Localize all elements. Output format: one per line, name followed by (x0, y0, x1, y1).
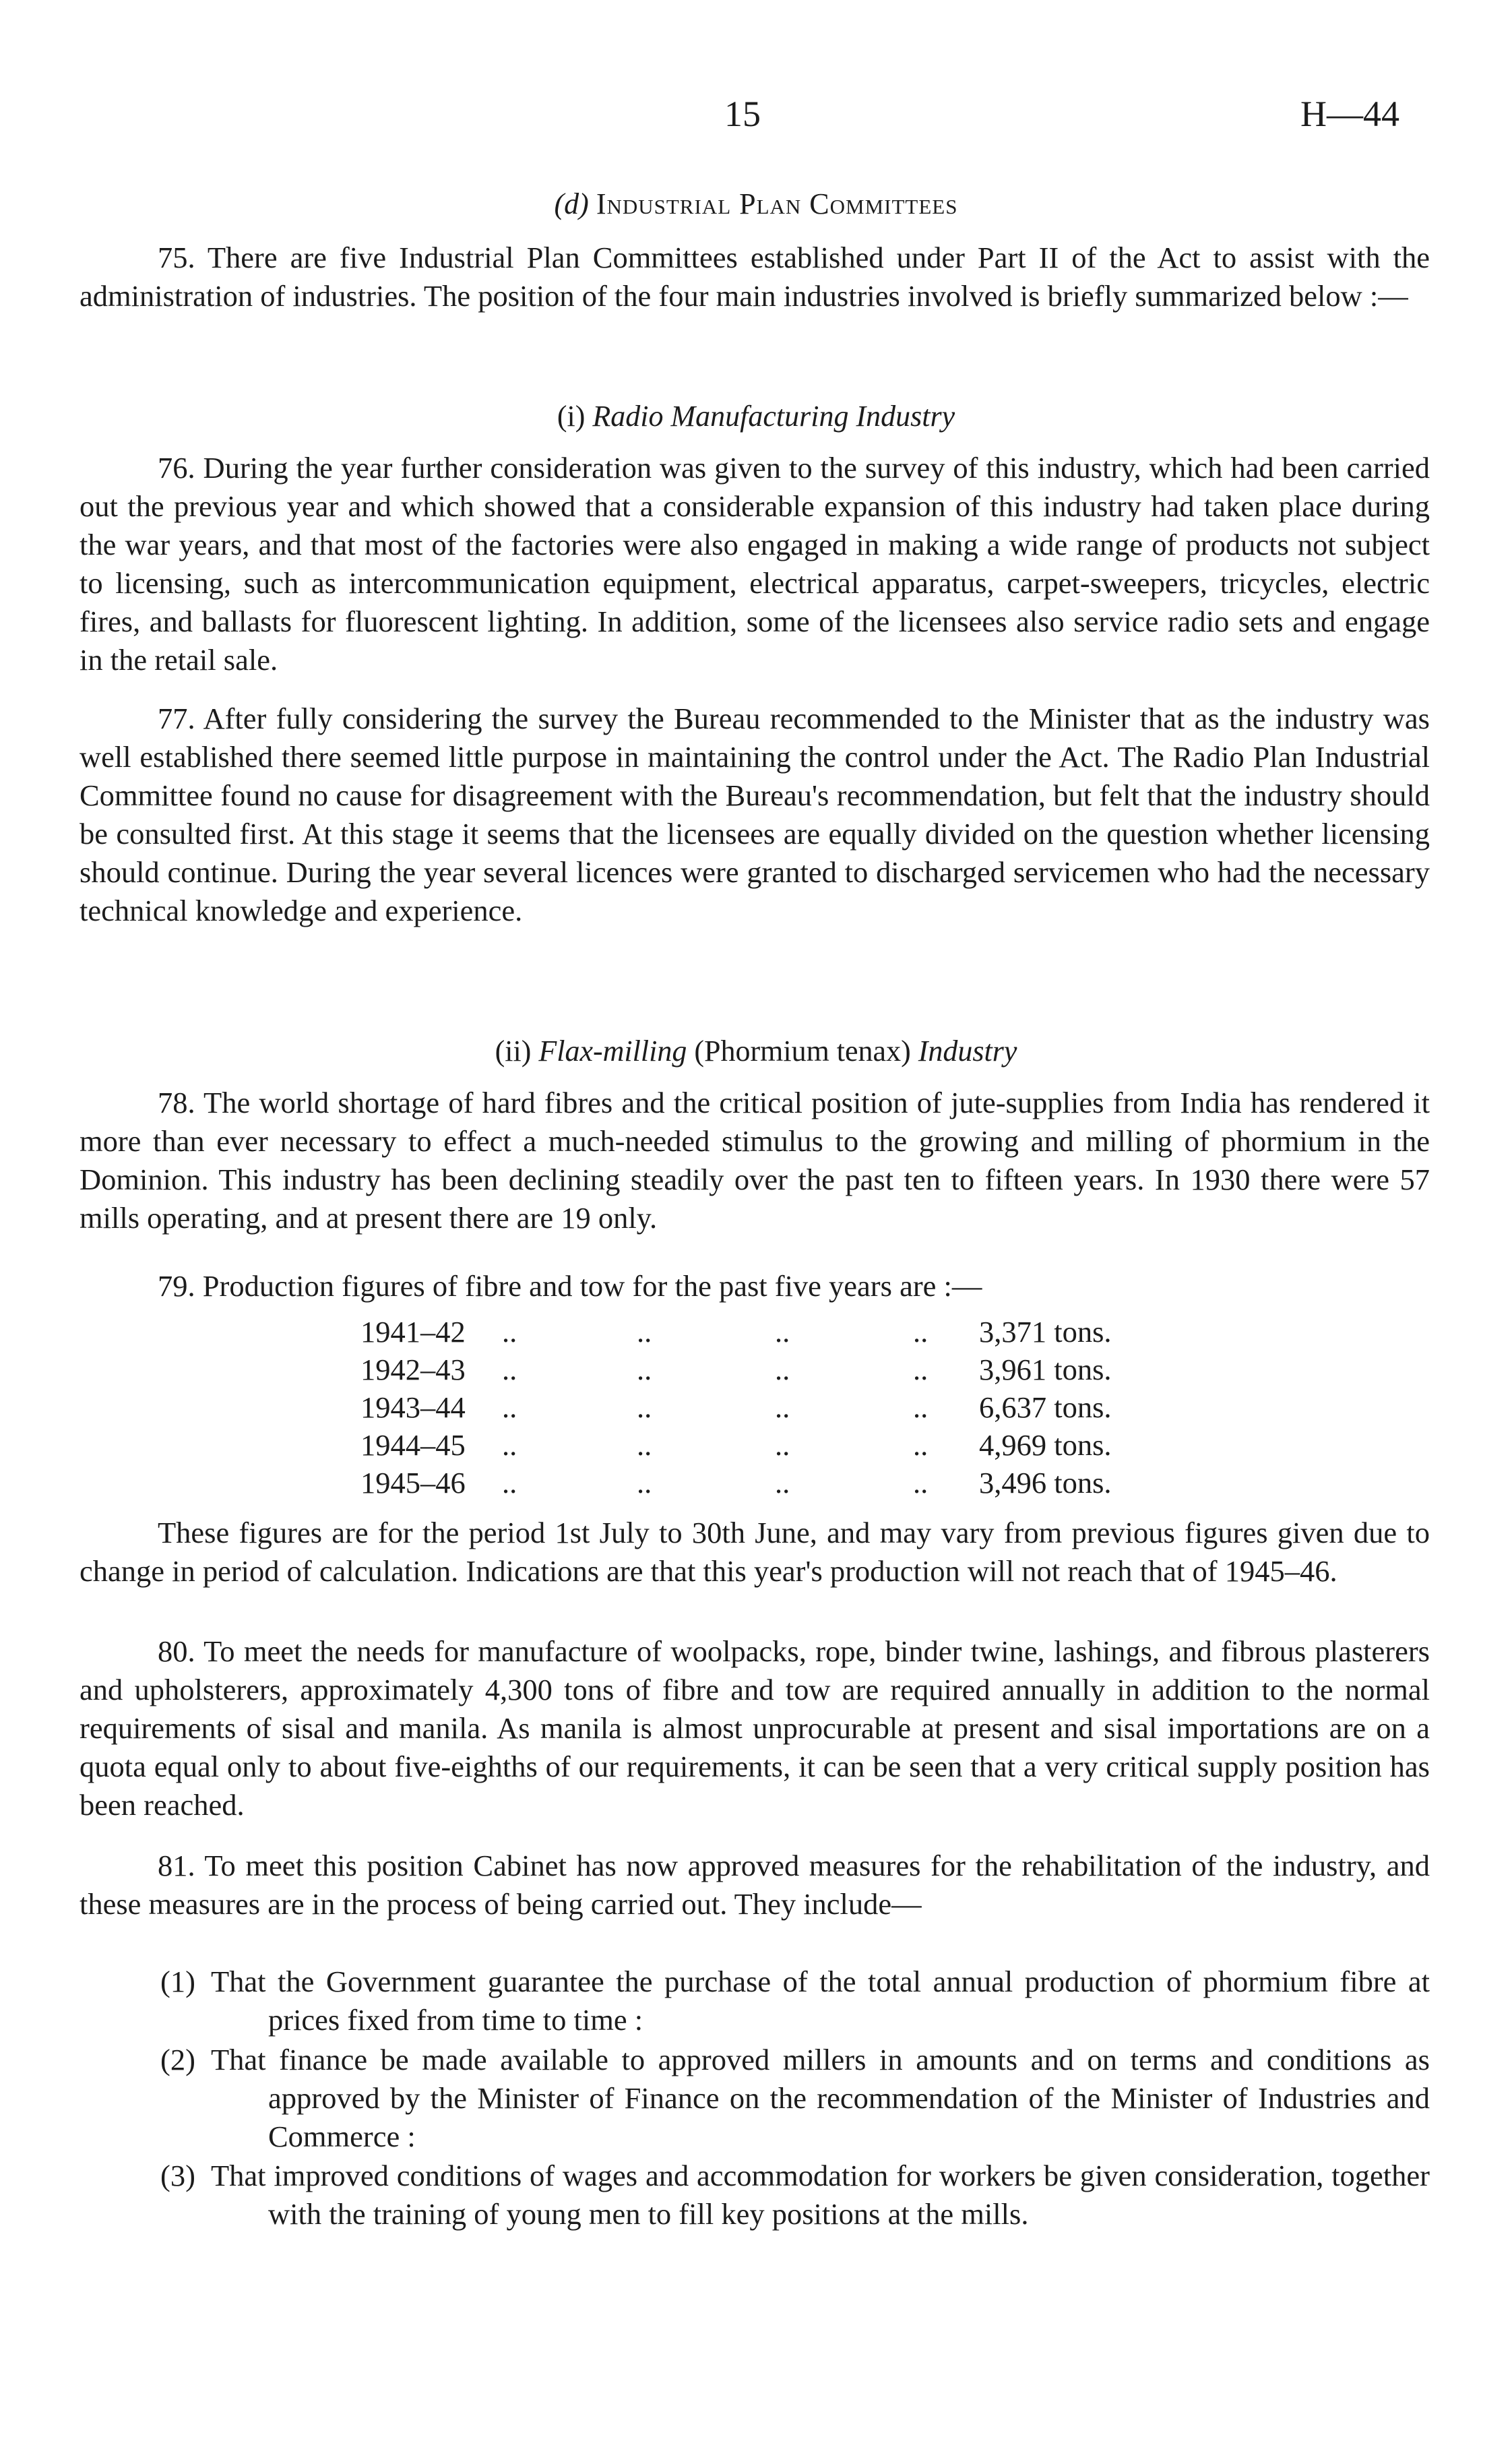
list-item (160, 2157, 1430, 2233)
year-cell: 1944–45 (360, 1428, 466, 1462)
leader-dots: .. (637, 1315, 652, 1349)
leader-dots: .. (913, 1315, 928, 1349)
page-number: 15 (724, 94, 761, 134)
section-heading-i (0, 399, 1512, 433)
leader-dots: .. (775, 1466, 790, 1500)
leader-dots: .. (637, 1390, 652, 1424)
tonnage-cell: 6,637 tons. (979, 1390, 1112, 1424)
year-cell: 1942–43 (360, 1353, 466, 1386)
tonnage-cell: 3,496 tons. (979, 1466, 1112, 1500)
section-heading-d (0, 187, 1512, 221)
list-item-number: (2) (160, 2043, 195, 2076)
list-item-text: That finance be made available to approved millers in amounts and on terms and conditions as approved by the Minister of Finance on the recommendation of the Minister of Industries and Commerce : (211, 2043, 1430, 2153)
paragraph-81: 81. To meet this position Cabinet has now approved measures for the rehabilitation of the industry, and these measures are in the process of being carried out. They include— (80, 1849, 1430, 1921)
leader-dots: .. (775, 1353, 790, 1386)
tonnage-cell: 3,371 tons. (979, 1315, 1112, 1349)
leader-dots: .. (775, 1315, 790, 1349)
leader-dots: .. (913, 1466, 928, 1500)
leader-dots: .. (913, 1390, 928, 1424)
leader-dots: .. (775, 1428, 790, 1462)
paragraph-77: 77. After fully considering the survey the Bureau recommended to the Minister that as the industry was well established there seemed little purpose in maintaining the control under the Act. The Radio Plan Industrial Committee found no cause for disagreement with the Bureau's recommendation, but felt that the industry should be consulted first. At this stage it seems that the licensees are equally divided on the question whether licensing should continue. During the year several licences were granted to discharged servicemen who had the necessary technical knowledge and experience. (80, 702, 1430, 927)
leader-dots: .. (502, 1466, 517, 1500)
section-title-c: Industry (918, 1035, 1017, 1068)
list-item (160, 1963, 1430, 2039)
section-title: Radio Manufacturing Industry (592, 400, 955, 433)
leader-dots: .. (637, 1353, 652, 1386)
year-cell: 1941–42 (360, 1315, 466, 1349)
section-title-b: (Phormium tenax) (694, 1035, 911, 1068)
paragraph-79-note: These figures are for the period 1st July to 30th June, and may vary from previous figures given due to change in period of calculation. Indications are that this year's production will not reach that of 1945–46. (80, 1516, 1430, 1588)
leader-dots: .. (913, 1428, 928, 1462)
section-label: (ii) (495, 1035, 532, 1068)
paragraph-78: 78. The world shortage of hard fibres and the critical position of jute-supplies from India has rendered it more than ever necessary to effect a much-needed stimulus to the growing and milling of phormium in the Dominion. This industry has been declining steadily over the past ten to fifteen years. In 1930 there were 57 mills operating, and at present there are 19 only. (80, 1086, 1430, 1235)
leader-dots: .. (502, 1390, 517, 1424)
section-title-a: Flax-milling (538, 1035, 687, 1068)
list-item-number: (3) (160, 2159, 195, 2192)
paragraph-79: 79. Production figures of fibre and tow for the past five years are :— (158, 1269, 982, 1303)
tonnage-cell: 3,961 tons. (979, 1353, 1112, 1386)
leader-dots: .. (502, 1353, 517, 1386)
paragraph-75: 75. There are five Industrial Plan Committees established under Part II of the Act to assist with the administration of industries. The position of the four main industries involved is briefly summarized below :— (80, 241, 1430, 313)
year-cell: 1943–44 (360, 1390, 466, 1424)
list-item-text: That the Government guarantee the purchase of the total annual production of phormium fibre at prices fixed from time to time : (211, 1965, 1430, 2037)
leader-dots: .. (502, 1428, 517, 1462)
leader-dots: .. (775, 1390, 790, 1424)
list-item-text: That improved conditions of wages and accommodation for workers be given consideration, together with the training of young men to fill key positions at the mills. (211, 2159, 1430, 2231)
year-cell: 1945–46 (360, 1466, 466, 1500)
section-label: (i) (557, 400, 586, 433)
leader-dots: .. (502, 1315, 517, 1349)
list-item (160, 2041, 1430, 2156)
leader-dots: .. (637, 1466, 652, 1500)
leader-dots: .. (913, 1353, 928, 1386)
paragraph-76: 76. During the year further consideration was given to the survey of this industry, which had been carried out the previous year and which showed that a considerable expansion of this industry had taken place during the war years, and that most of the factories were also engaged in making a wide range of products not subject to licensing, such as intercommunication equipment, electrical apparatus, carpet-sweepers, tricycles, electric fires, and ballasts for fluorescent lighting. In addition, some of the licensees also service radio sets and engage in the retail sale. (80, 451, 1430, 677)
section-label: (d) (554, 187, 589, 220)
paragraph-80: 80. To meet the needs for manufacture of woolpacks, rope, binder twine, lashings, and fibrous plasterers and upholsterers, approximately 4,300 tons of fibre and tow are required annually in addition to the normal requirements of sisal and manila. As manila is almost unprocurable at present and sisal importations are on a quota equal only to about five-eighths of our requirements, it can be seen that a very critical supply position has been reached. (80, 1634, 1430, 1822)
section-title: Industrial Plan Committees (596, 187, 958, 220)
list-item-number: (1) (160, 1965, 195, 1998)
document-reference: H—44 (1300, 94, 1399, 134)
section-heading-ii (0, 1034, 1512, 1068)
tonnage-cell: 4,969 tons. (979, 1428, 1112, 1462)
leader-dots: .. (637, 1428, 652, 1462)
